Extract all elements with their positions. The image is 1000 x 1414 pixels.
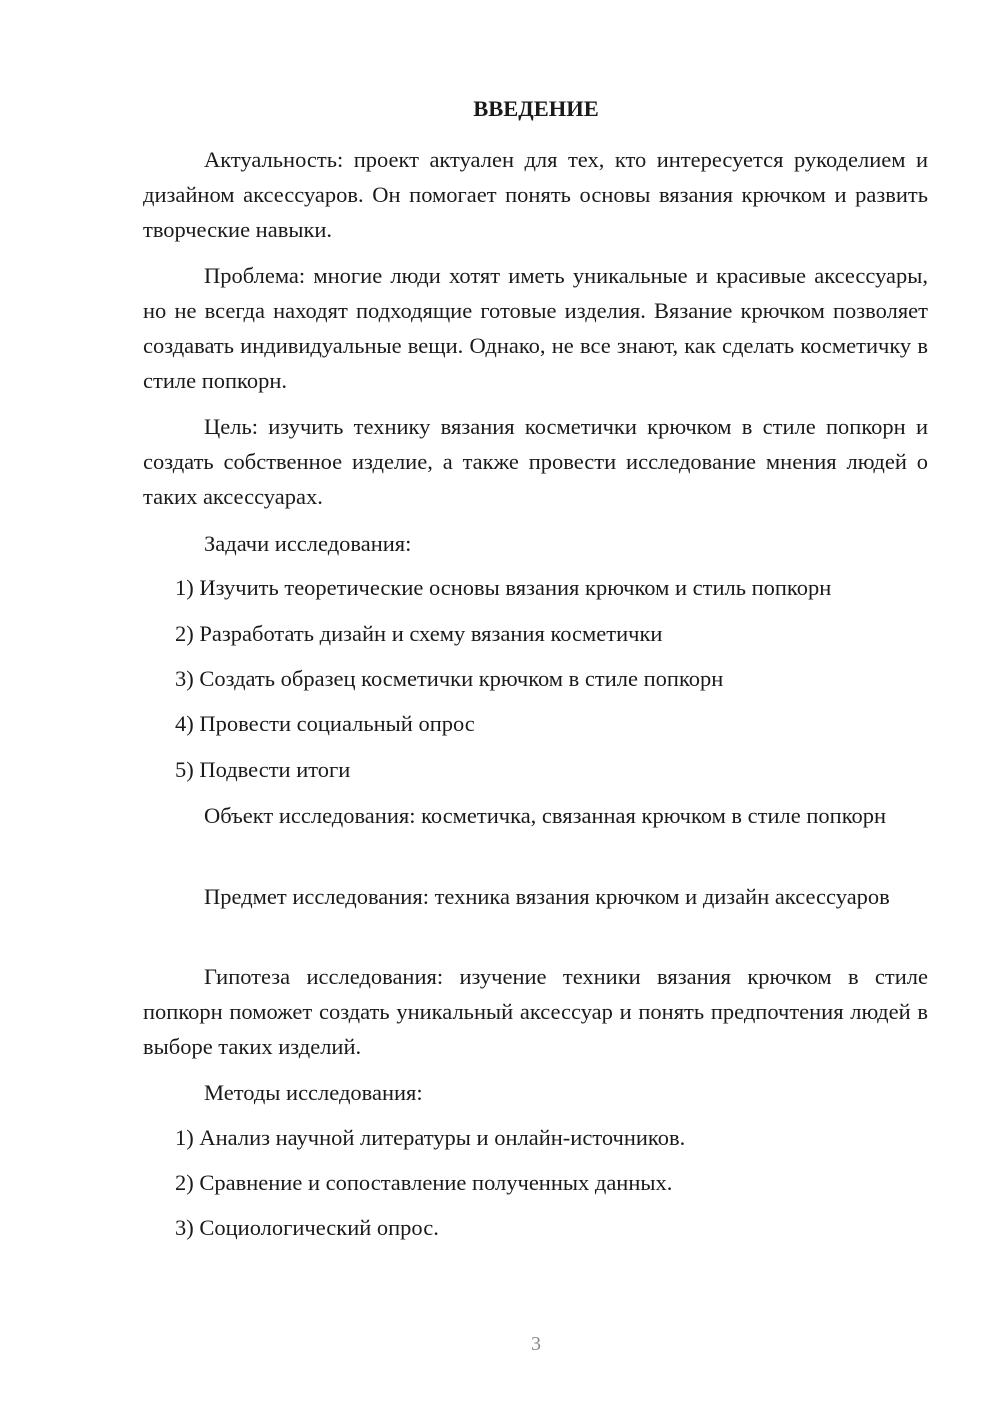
- method-item: 1) Анализ научной литературы и онлайн-источников.: [175, 1125, 686, 1150]
- tasks-heading: Задачи исследования:: [204, 531, 412, 556]
- subject-paragraph: Предмет исследования: техника вязания крючком и дизайн аксессуаров: [204, 884, 890, 909]
- section-title: ВВЕДЕНИЕ: [473, 96, 599, 121]
- page-number: 3: [531, 1333, 541, 1355]
- task-item: 1) Изучить теоретические основы вязания крючком и стиль попкорн: [175, 575, 832, 600]
- hypothesis-paragraph: Гипотеза исследования: изучение техники вязания крючком в стиле попкорн поможет создать уникальный аксессуар и понять предпочтения людей в выборе таких изделий.: [143, 964, 928, 1059]
- method-item: 2) Сравнение и сопоставление полученных данных.: [175, 1170, 673, 1195]
- problem-paragraph: Проблема: многие люди хотят иметь уникальные и красивые аксессуары, но не всегда находят подходящие готовые изделия. Вязание крючком позволяет создавать индивидуальные вещи. Однако, не все знают, как сделать косметичку в стиле попкорн.: [143, 263, 928, 393]
- method-item: 3) Социологический опрос.: [175, 1215, 439, 1240]
- methods-heading: Методы исследования:: [204, 1080, 423, 1105]
- object-paragraph: Объект исследования: косметичка, связанная крючком в стиле попкорн: [204, 803, 887, 828]
- task-item: 3) Создать образец косметички крючком в стиле попкорн: [175, 666, 724, 691]
- relevance-paragraph: Актуальность: проект актуален для тех, кто интересуется рукоделием и дизайном аксессуаров. Он помогает понять основы вязания крючком и развить творческие навыки.: [143, 147, 928, 242]
- task-item: 4) Провести социальный опрос: [175, 711, 475, 736]
- task-item: 2) Разработать дизайн и схему вязания косметички: [175, 621, 663, 646]
- task-item: 5) Подвести итоги: [175, 757, 351, 782]
- goal-paragraph: Цель: изучить технику вязания косметички крючком в стиле попкорн и создать собственное изделие, а также провести исследование мнения людей о таких аксессуарах.: [143, 414, 928, 509]
